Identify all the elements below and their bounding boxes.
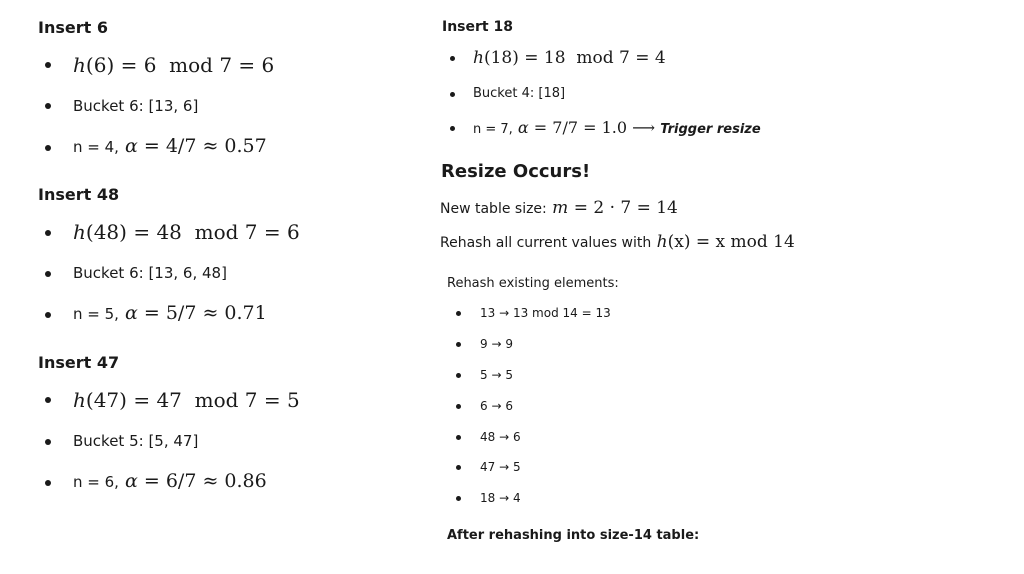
rehash-item: 47 → 5 (480, 460, 521, 474)
bucket-text-18: Bucket 4: [18] (473, 86, 566, 101)
rehash-existing-label: Rehash existing elements: (447, 276, 619, 291)
bullet (456, 373, 461, 378)
bullet (450, 56, 455, 61)
bullet (456, 435, 461, 440)
insert-47-heading: Insert 47 (38, 353, 120, 372)
rehash-item: 9 → 9 (480, 337, 513, 351)
bullet (450, 92, 455, 97)
bullet (45, 103, 51, 109)
bullet (45, 230, 51, 236)
bullet (456, 342, 461, 347)
hash-formula-18: h(18) = 18 mod 7 = 4 (473, 48, 666, 68)
bucket-text-6: Bucket 6: [13, 6] (73, 97, 199, 115)
bullet (456, 465, 461, 470)
rehash-item: 13 → 13 mod 14 = 13 (480, 306, 611, 320)
bullet (456, 311, 461, 316)
hash-formula-48: h(48) = 48 mod 7 = 6 (73, 220, 300, 244)
bullet (456, 404, 461, 409)
load-factor-48: n = 5, α = 5/7 ≈ 0.71 (73, 302, 267, 324)
bullet (45, 312, 51, 318)
load-factor-6: n = 4, α = 4/7 ≈ 0.57 (73, 135, 267, 157)
resize-title: Resize Occurs! (441, 161, 591, 182)
insert-6-heading: Insert 6 (38, 18, 108, 37)
after-rehash-label: After rehashing into size-14 table: (447, 528, 700, 543)
insert-18-heading: Insert 18 (442, 19, 513, 35)
rehash-item: 48 → 6 (480, 430, 521, 444)
bullet (45, 62, 51, 68)
bullet (450, 126, 455, 131)
insert-48-heading: Insert 48 (38, 185, 120, 204)
rehash-item: 6 → 6 (480, 399, 513, 413)
bullet (45, 397, 51, 403)
bucket-text-47: Bucket 5: [5, 47] (73, 432, 199, 450)
load-factor-47: n = 6, α = 6/7 ≈ 0.86 (73, 470, 267, 492)
hash-formula-47: h(47) = 47 mod 7 = 5 (73, 388, 300, 412)
bullet (456, 496, 461, 501)
bullet (45, 439, 51, 445)
rehash-item: 18 → 4 (480, 491, 521, 505)
bullet (45, 271, 51, 277)
bucket-text-48: Bucket 6: [13, 6, 48] (73, 264, 227, 282)
rehash-rule: Rehash all current values with h(x) = x mod 14 (440, 232, 795, 252)
load-factor-18: n = 7, α = 7/7 = 1.0 ⟶ Trigger resize (473, 118, 761, 137)
new-table-size: New table size: m = 2 · 7 = 14 (440, 198, 678, 218)
hash-formula-6: h(6) = 6 mod 7 = 6 (73, 53, 275, 77)
bullet (45, 480, 51, 486)
trigger-resize-text: Trigger resize (660, 122, 761, 137)
rehash-item: 5 → 5 (480, 368, 513, 382)
bullet (45, 145, 51, 151)
